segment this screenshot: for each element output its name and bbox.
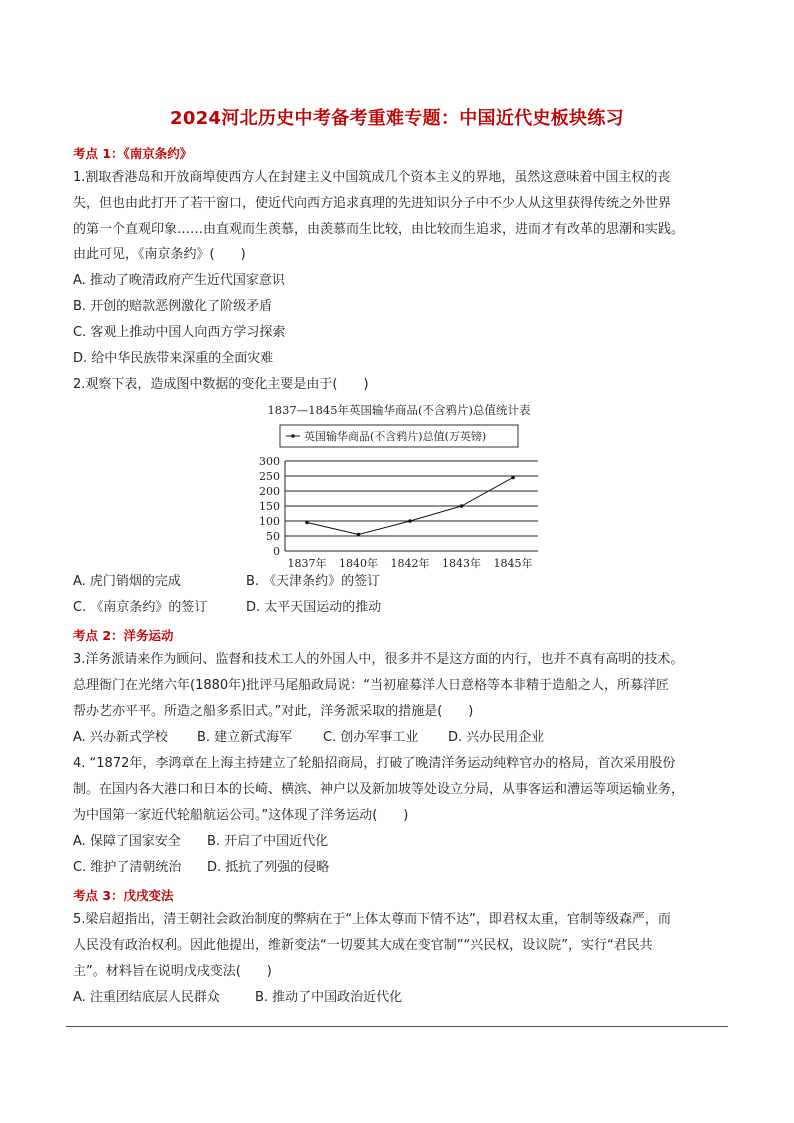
q3-option-c: C. 创办军事工业 — [323, 730, 419, 745]
q4-line-3: 为中国第一家近代轮船航运公司。”这体现了洋务运动( ) — [73, 808, 409, 823]
q4-option-a: A. 保障了国家安全 — [73, 834, 181, 849]
q1-option-c: C. 客观上推动中国人向西方学习探索 — [73, 325, 286, 340]
q1-option-d: D. 给中华民族带来深重的全面灾难 — [73, 351, 274, 366]
q5-option-b: B. 推动了中国政治近代化 — [255, 990, 403, 1005]
section-heading-3: 考点 3：戊戌变法 — [73, 888, 174, 903]
q2-option-c: C. 《南京条约》的签订 — [73, 600, 208, 615]
y-tick-label-200: 200 — [259, 485, 280, 498]
data-point-0-3 — [460, 504, 464, 508]
chart-title: 1837—1845年英国输华商品(不含鸦片)总值统计表 — [267, 403, 531, 417]
section-heading-2: 考点 2：洋务运动 — [73, 628, 174, 643]
q3-option-d: D. 兴办民用企业 — [448, 730, 545, 745]
x-tick-label-1: 1840年 — [339, 557, 378, 570]
x-tick-label-0: 1837年 — [287, 557, 327, 570]
y-tick-label-50: 50 — [266, 530, 280, 543]
legend-marker — [291, 434, 295, 438]
q2-option-a: A. 虎门销烟的完成 — [73, 574, 181, 589]
q3-option-a: A. 兴办新式学校 — [73, 730, 168, 745]
footer-divider — [66, 1026, 728, 1027]
trade-chart — [240, 402, 558, 570]
q1-option-b: B. 开创的赔款恶例激化了阶级矛盾 — [73, 299, 273, 314]
data-point-0-2 — [408, 519, 412, 523]
q1-line-1: 1.割取香港岛和开放商埠使西方人在封建主义中国筑成几个资本主义的界地，虽然这意味着中国主权的丧 — [73, 170, 671, 185]
q2-stem: 2.观察下表，造成图中数据的变化主要是由于( ) — [73, 377, 369, 392]
q5-line-3: 主”。材料旨在说明戊戌变法( ) — [73, 964, 272, 979]
page-title: 2024河北历史中考备考重难专题：中国近代史板块练习 — [170, 108, 624, 129]
q5-option-a: A. 注重团结底层人民群众 — [73, 990, 220, 1005]
q1-line-4: 由此可见，《南京条约》( ) — [73, 247, 246, 262]
y-tick-label-250: 250 — [259, 470, 280, 483]
q3-option-b: B. 建立新式海军 — [197, 730, 293, 745]
q3-line-3: 帮办艺亦平平。所造之船多系旧式。”对此，洋务派采取的措施是( ) — [73, 704, 474, 719]
q3-line-1: 3.洋务派请来作为顾问、监督和技术工人的外国人中，很多并不是这方面的内行，也并不真有高明的技术。 — [73, 652, 684, 667]
y-tick-label-0: 0 — [273, 545, 280, 558]
legend-label: 英国输华商品(不含鸦片)总值(万英镑) — [304, 430, 487, 443]
q4-option-b: B. 开启了中国近代化 — [207, 834, 329, 849]
x-tick-label-3: 1843年 — [442, 557, 481, 570]
line-chart-svg — [240, 402, 558, 570]
section-heading-1: 考点 1：《南京条约》 — [73, 146, 193, 161]
q4-option-c: C. 维护了清朝统治 — [73, 860, 182, 875]
data-point-0-4 — [511, 476, 515, 480]
q4-line-1: 4. “1872年，李鸿章在上海主持建立了轮船招商局，打破了晚清洋务运动纯粹官办的格局，首次采用股份 — [73, 756, 676, 771]
q1-line-3: 的第一个直观印象……由直观而生羡慕，由羡慕而生比较，由比较而生追求，进而才有改革的思潮和实践。 — [73, 222, 685, 237]
q5-line-1: 5.梁启超指出，清王朝社会政治制度的弊病在于“上体太尊而下情不达”，即君权太重，官制等级森严，而 — [73, 912, 671, 927]
q2-option-b: B. 《天津条约》的签订 — [246, 574, 381, 589]
q1-option-a: A. 推动了晚清政府产生近代国家意识 — [73, 273, 285, 288]
y-tick-label-100: 100 — [259, 515, 280, 528]
q5-line-2: 人民没有政治权利。因此他提出，维新变法“一切要其大成在变官制”“兴民权，设议院”，实行“君民共 — [73, 938, 653, 953]
q2-option-d: D. 太平天国运动的推动 — [246, 600, 382, 615]
q1-line-2: 失，但也由此打开了若干窗口，使近代向西方追求真理的先进知识分子中不少人从这里获得传统之外世界 — [73, 196, 672, 211]
y-tick-label-300: 300 — [259, 455, 280, 468]
data-point-0-0 — [305, 521, 309, 525]
data-point-0-1 — [357, 533, 361, 537]
y-tick-label-150: 150 — [259, 500, 280, 513]
x-tick-label-2: 1842年 — [390, 557, 430, 570]
q4-line-2: 制。在国内各大港口和日本的长崎、横滨、神户以及新加坡等处设立分局，从事客运和漕运等项运输业务， — [73, 782, 685, 797]
x-tick-label-4: 1845年 — [493, 557, 533, 570]
q3-line-2: 总理衙门在光绪六年(1880年)批评马尾船政局说：“当初雇募洋人日意格等本非精于造船之人，所募洋匠 — [73, 678, 669, 693]
q4-option-d: D. 抵抗了列强的侵略 — [207, 860, 330, 875]
